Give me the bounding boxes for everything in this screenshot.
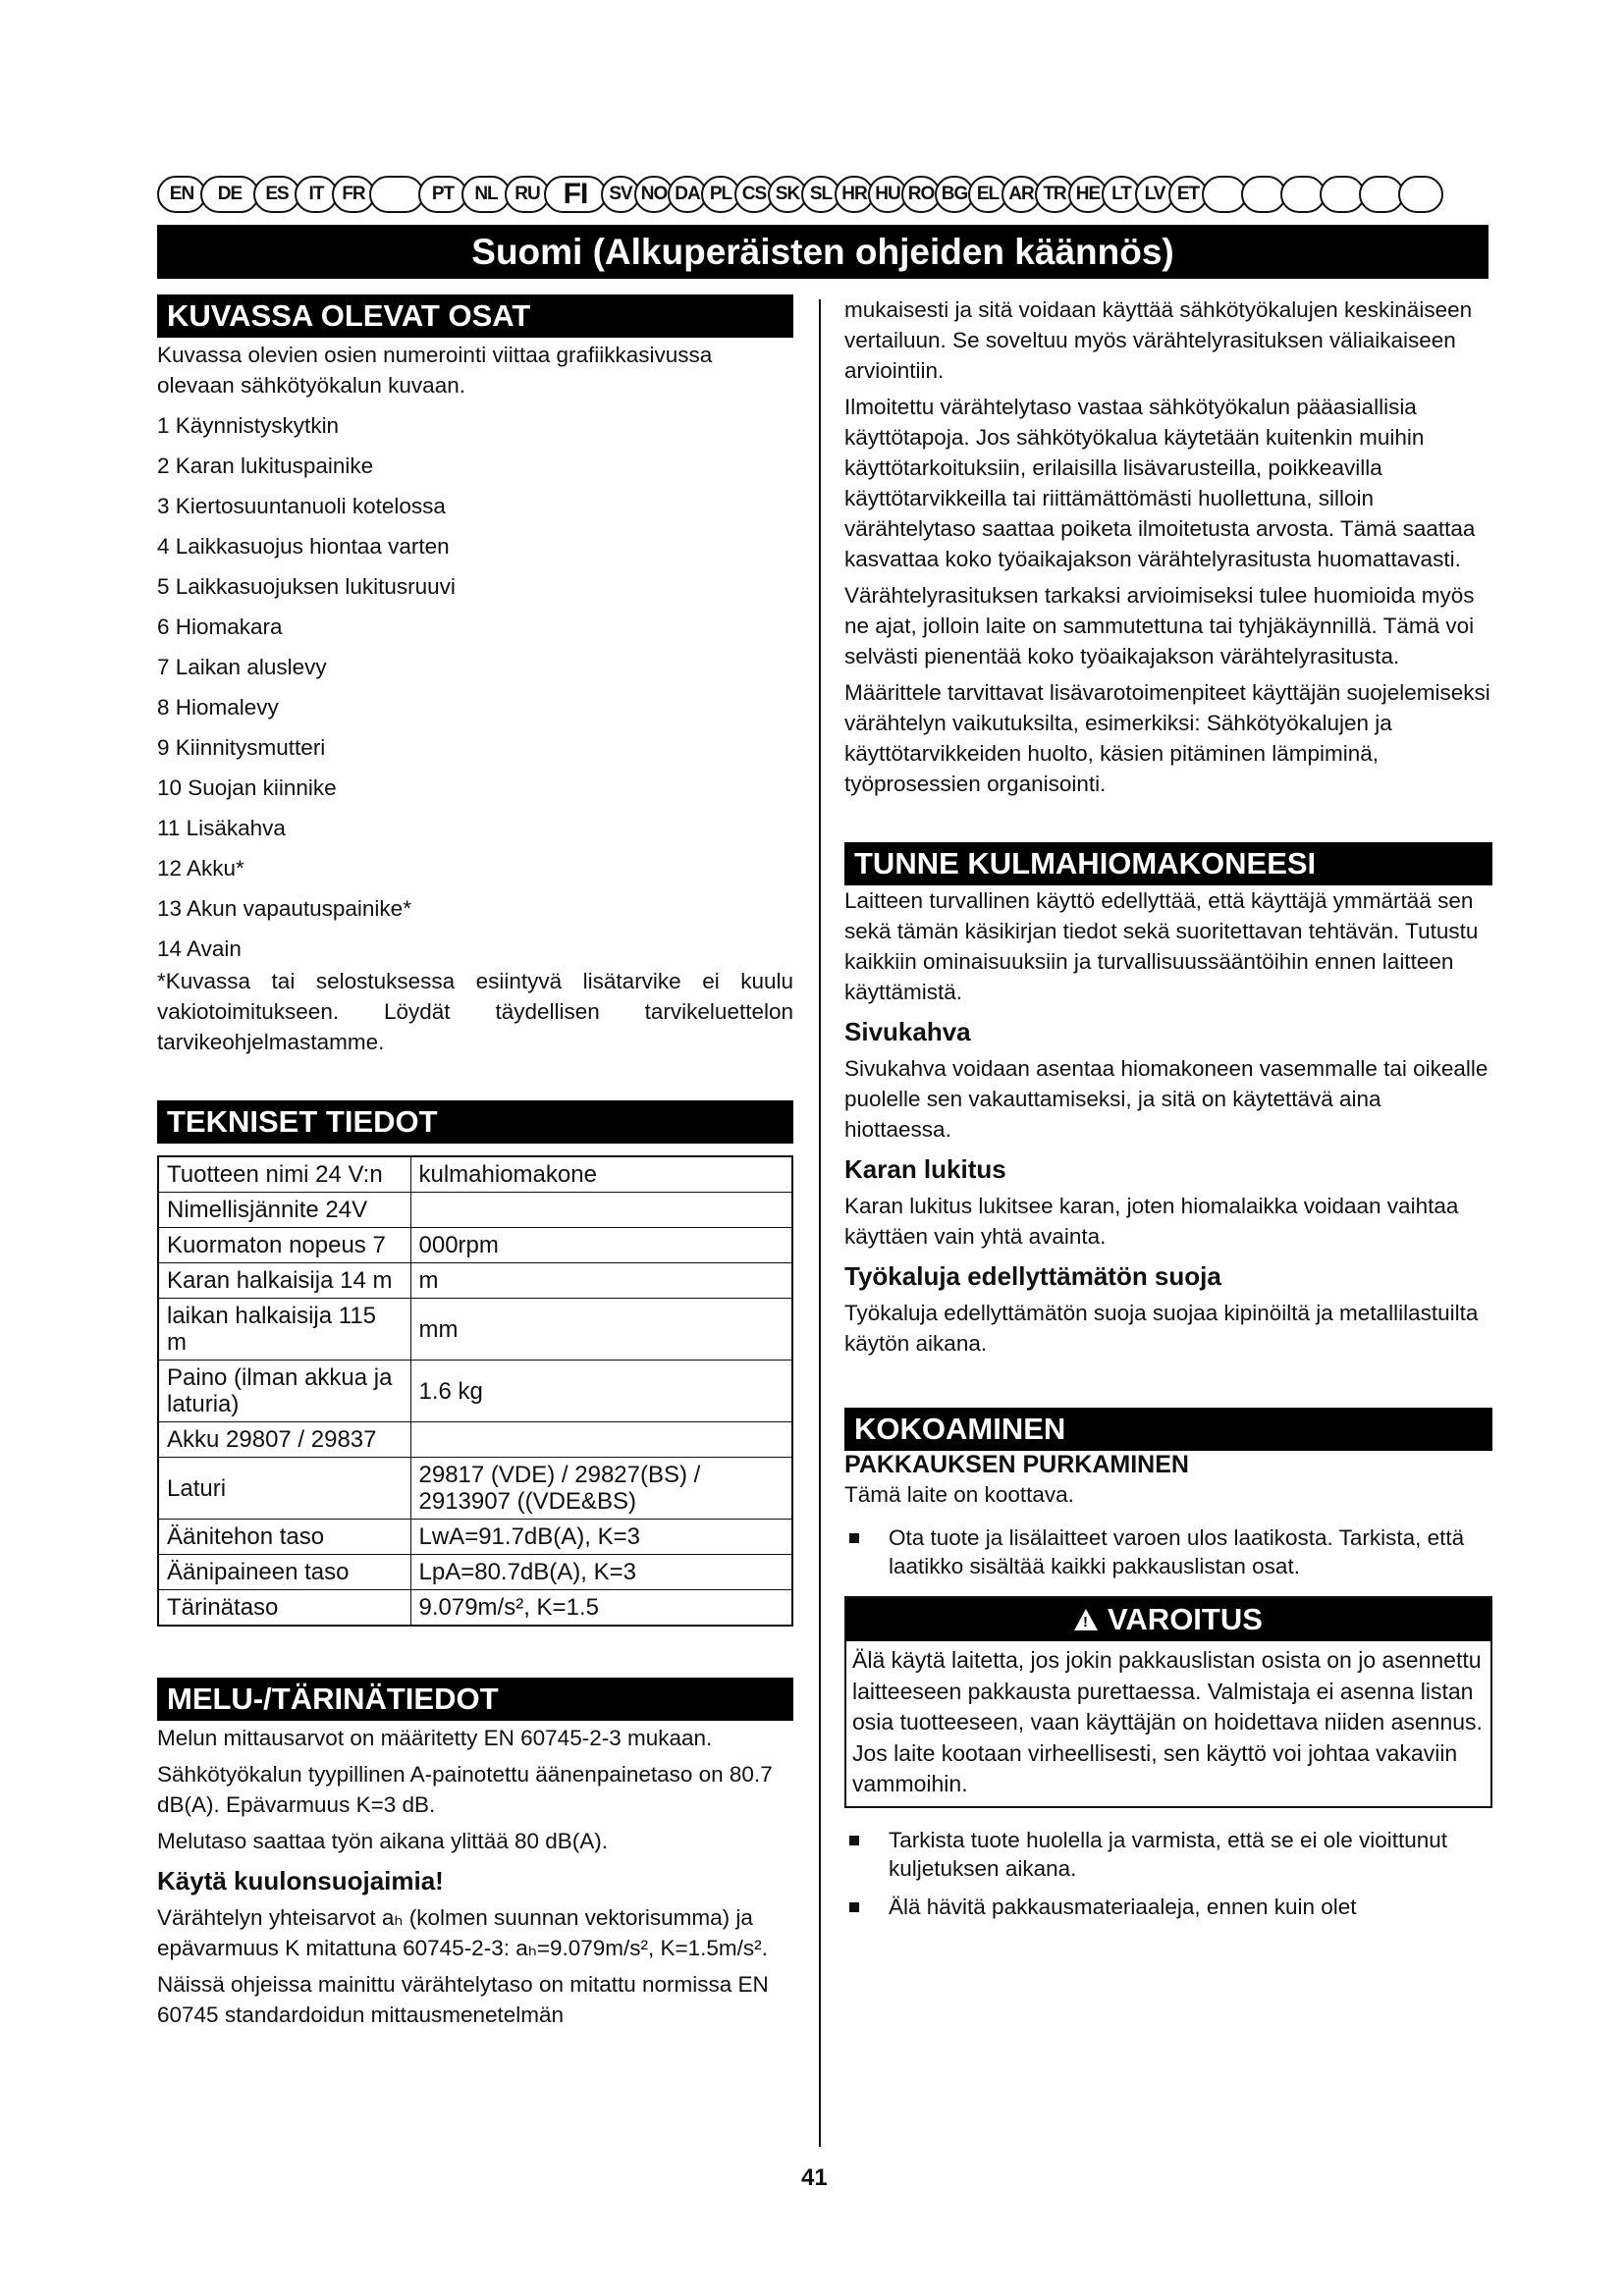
spec-value: LpA=80.7dB(A), K=3 [410,1555,792,1590]
lang-tab-nl[interactable]: NL [461,176,511,213]
lang-tab-hu[interactable]: HU [868,176,907,213]
vibration-paragraph: Värähtelyrasituksen tarkaksi arvioimiseksi tulee huomioida myös ne ajat, jolloin laite on sammutettuna tai tyhjäkäynnillä. Tämä voi selvästi pienentää koko työaikajakson värähtelyrasitusta. [844,583,1475,668]
section-heading-know: TUNNE KULMAHIOMAKONEESI [844,842,1492,885]
table-row [158,1520,792,1555]
lang-tab-fr[interactable]: FR [332,176,375,213]
list-item [844,1523,1492,1580]
spec-key: laikan halkaisija 115 m [158,1299,410,1361]
lang-tab-hr[interactable]: HR [835,176,874,213]
lang-tab-no[interactable]: NO [634,176,674,213]
table-row [158,1228,792,1263]
lang-tab-pt[interactable]: PT [418,176,467,213]
right-column [844,294,1492,1921]
bullet-text: Ota tuote ja lisälaitteet varoen ulos laatikosta. Tarkista, että laatikko sisältää kaikki pakkauslistan osat. [889,1525,1465,1578]
lang-tab-lv[interactable]: LV [1135,176,1174,213]
left-column [157,294,793,2030]
hearing-protection-heading: Käytä kuulonsuojaimia! [157,1866,444,1896]
spec-value: kulmahiomakone [410,1156,792,1193]
lang-tab-es[interactable]: ES [253,176,300,213]
list-item: 7 Laikan aluslevy [157,655,327,679]
spec-key: Akku 29807 / 29837 [158,1422,410,1458]
list-item [844,1826,1492,1883]
subheading-toolless-guard: Työkaluja edellyttämätön suoja [844,1261,1221,1291]
lang-tab-sl[interactable]: SL [801,176,840,213]
spec-key: Laturi [158,1458,410,1520]
table-row [158,1361,792,1422]
lang-tab-et[interactable]: ET [1168,176,1208,213]
bullet-text: Tarkista tuote huolella ja varmista, että se ei ole vioittunut kuljetuksen aikana. [889,1827,1448,1881]
lang-tab-tr[interactable]: TR [1035,176,1074,213]
lang-tab-fi-active[interactable]: FI [544,176,607,213]
page-number: 41 [801,2164,828,2191]
spec-table [157,1155,793,1627]
spec-value [410,1193,792,1228]
noise-paragraph: Melun mittausarvot on määritetty EN 60745-2-3 mukaan. [157,1726,713,1750]
spec-value: 29817 (VDE) / 29827(BS) / 2913907 ((VDE&BS) [410,1458,792,1520]
spec-value: 000rpm [410,1228,792,1263]
lang-tab-lt[interactable]: LT [1102,176,1141,213]
language-bar [157,175,1437,214]
spec-value: 1.6 kg [410,1361,792,1422]
subheading-spindle-lock: Karan lukitus [844,1154,1006,1184]
warning-triangle-icon: ! [1074,1609,1098,1630]
warning-header [846,1598,1490,1641]
noise-paragraph: Melutaso saattaa työn aikana ylittää 80 dB(A). [157,1829,609,1853]
warning-box [844,1596,1492,1808]
toolless-guard-text: Työkaluja edellyttämätön suoja suojaa kipinöiltä ja metallilastuilta käytön aikana. [844,1301,1479,1356]
table-row [158,1590,792,1627]
lang-tab-blank[interactable] [1398,176,1443,213]
list-item: 10 Suojan kiinnike [157,775,337,800]
assembly-intro: Tämä laite on koottava. [844,1482,1074,1507]
list-item: 1 Käynnistyskytkin [157,413,340,438]
list-item: 12 Akku* [157,856,244,881]
spec-value: m [410,1263,792,1299]
table-row [158,1458,792,1520]
table-row [158,1156,792,1193]
parts-list [157,410,793,964]
table-row [158,1422,792,1458]
section-heading-parts: KUVASSA OLEVAT OSAT [157,294,793,338]
warning-text: Älä käytä laitetta, jos jokin pakkauslistan osista on jo asennettu laitteeseen pakkausta purettaessa. Valmistaja ei asenna listan osia tuotteeseen, vaan käyttäjän on hoidettava niiden asennus. Jos laite kootaan virheellisesti, sen käyttö voi johtaa vakaviin vammoihin. [852,1647,1483,1796]
lang-tab-ro[interactable]: RO [901,176,941,213]
spec-key: Tuotteen nimi 24 V:n [158,1156,410,1193]
lang-tab-blank[interactable] [369,176,424,213]
bullet-icon [849,1836,859,1845]
know-intro: Laitteen turvallinen käyttö edellyttää, että käyttäjä ymmärtää sen sekä tämän käsikirjan tiedot sekä suoritettavan tehtävän. Tutustu kaikkiin ominaisuuksiin ja turvallisuussääntöihin ennen laitteen käyttämistä. [844,888,1479,1004]
list-item [844,1893,1492,1921]
page-title-banner: Suomi (Alkuperäisten ohjeiden käännös) [157,225,1489,279]
lang-tab-pl[interactable]: PL [701,176,740,213]
table-row [158,1555,792,1590]
table-row [158,1193,792,1228]
vibration-paragraph: mukaisesti ja sitä voidaan käyttää sähkötyökalujen keskinäiseen vertailuun. Se soveltuu myös värähtelyrasituksen väliaikaiseen arviointiin. [844,297,1473,383]
list-item: 14 Avain [157,936,242,961]
lang-tab-en[interactable]: EN [157,176,206,213]
list-item: 9 Kiinnitysmutteri [157,735,326,760]
list-item: 6 Hiomakara [157,614,283,639]
lang-tab-da[interactable]: DA [668,176,707,213]
list-item: 8 Hiomalevy [157,695,279,720]
list-item: 13 Akun vapautuspainike* [157,896,411,921]
section-heading-noise: MELU-/TÄRINÄTIEDOT [157,1678,793,1721]
lang-tab-he[interactable]: HE [1068,176,1108,213]
bullet-icon [849,1902,859,1912]
list-item: 3 Kiertosuuntanuoli kotelossa [157,494,446,518]
lang-tab-el[interactable]: EL [968,176,1007,213]
table-row [158,1299,792,1361]
list-item: 2 Karan lukituspainike [157,454,374,478]
warning-title: VAROITUS [1108,1602,1263,1636]
bullet-icon [849,1533,859,1543]
lang-code: DE [217,184,243,204]
noise-paragraph: Sähkötyökalun tyypillinen A-painotettu äänenpainetaso on 80.7 dB(A). Epävarmuus K=3 dB. [157,1762,773,1817]
vibration-paragraph: Määrittele tarvittavat lisävarotoimenpiteet käyttäjän suojelemiseksi värähtelyn vaikutuksilta, esimerkiksi: Sähkötyökalujen ja käyttötarvikkeiden huolto, käsien pitäminen lämpiminä, työprosessien organisointi. [844,680,1490,796]
spec-value [410,1422,792,1458]
spec-key: Äänipaineen taso [158,1555,410,1590]
parts-intro: Kuvassa olevien osien numerointi viittaa grafiikkasivussa olevaan sähkötyökalun kuvaan. [157,343,713,398]
spec-key: Kuormaton nopeus 7 [158,1228,410,1263]
spec-value: 9.079m/s², K=1.5 [410,1590,792,1627]
section-heading-tech: TEKNISET TIEDOT [157,1100,793,1144]
lang-tab-sv[interactable]: SV [601,176,640,213]
spec-key: Paino (ilman akkua ja laturia) [158,1361,410,1422]
spec-value: mm [410,1299,792,1361]
spec-key: Äänitehon taso [158,1520,410,1555]
lang-tab-cs[interactable]: CS [734,176,774,213]
list-item: 5 Laikkasuojuksen lukitusruuvi [157,574,456,599]
section-heading-assembly: KOKOAMINEN [844,1408,1492,1451]
table-row [158,1263,792,1299]
lang-tab-sk[interactable]: SK [768,176,807,213]
accessory-note: *Kuvassa tai selostuksessa esiintyvä lisätarvike ei kuulu vakiotoimitukseen. Löydät täydellisen tarvikeluettelon tarvikeohjelmastamme. [157,969,793,1054]
spec-value: LwA=91.7dB(A), K=3 [410,1520,792,1555]
lang-tab-de[interactable] [200,176,259,213]
spec-key: Tärinätaso [158,1590,410,1627]
lang-tab-it[interactable]: IT [295,176,338,213]
vibration-paragraph: Värähtelyn yhteisarvot aₕ (kolmen suunnan vektorisumma) ja epävarmuus K mitattuna 60745-2-3: aₕ=9.079m/s², K=1.5m/s². [157,1905,768,1960]
lang-tab-ar[interactable]: AR [1001,176,1041,213]
lang-tab-ru[interactable]: RU [505,176,550,213]
list-item: 11 Lisäkahva [157,816,286,840]
spec-key: Nimellisjännite 24V [158,1193,410,1228]
spindle-lock-text: Karan lukitus lukitsee karan, joten hiomalaikka voidaan vaihtaa käyttäen vain yhtä avainta. [844,1194,1459,1249]
vibration-paragraph: Ilmoitettu värähtelytaso vastaa sähkötyökalun pääasiallisia käyttötapoja. Jos sähkötyökalua käytetään kuitenkin muihin käyttötarkoituksiin, erilaisilla lisävarusteilla, poikkeavilla käyttötarvikkeilla tai riittämättömästi huollettuna, silloin värähtelytaso saattaa poiketa ilmoitetusta arvosta. Tämä saattaa kasvattaa koko työaikajakson värähtelyrasitusta huomattavasti. [844,395,1476,571]
column-divider [819,299,821,2147]
bullet-text: Älä hävitä pakkausmateriaaleja, ennen kuin olet [889,1894,1357,1919]
lang-tab-bg[interactable]: BG [935,176,974,213]
spec-key: Karan halkaisija 14 m [158,1263,410,1299]
vibration-paragraph: Näissä ohjeissa mainittu värähtelytaso on mitattu normissa EN 60745 standardoidun mittausmenetelmän [157,1972,769,2027]
list-item: 4 Laikkasuojus hiontaa varten [157,534,450,559]
side-handle-text: Sivukahva voidaan asentaa hiomakoneen vasemmalle tai oikealle puolelle sen vakauttamiseksi, ja sitä on käytettävä aina hiottaessa. [844,1056,1489,1142]
subheading-unpacking: PAKKAUKSEN PURKAMINEN [844,1451,1189,1478]
subheading-side-handle: Sivukahva [844,1017,971,1046]
